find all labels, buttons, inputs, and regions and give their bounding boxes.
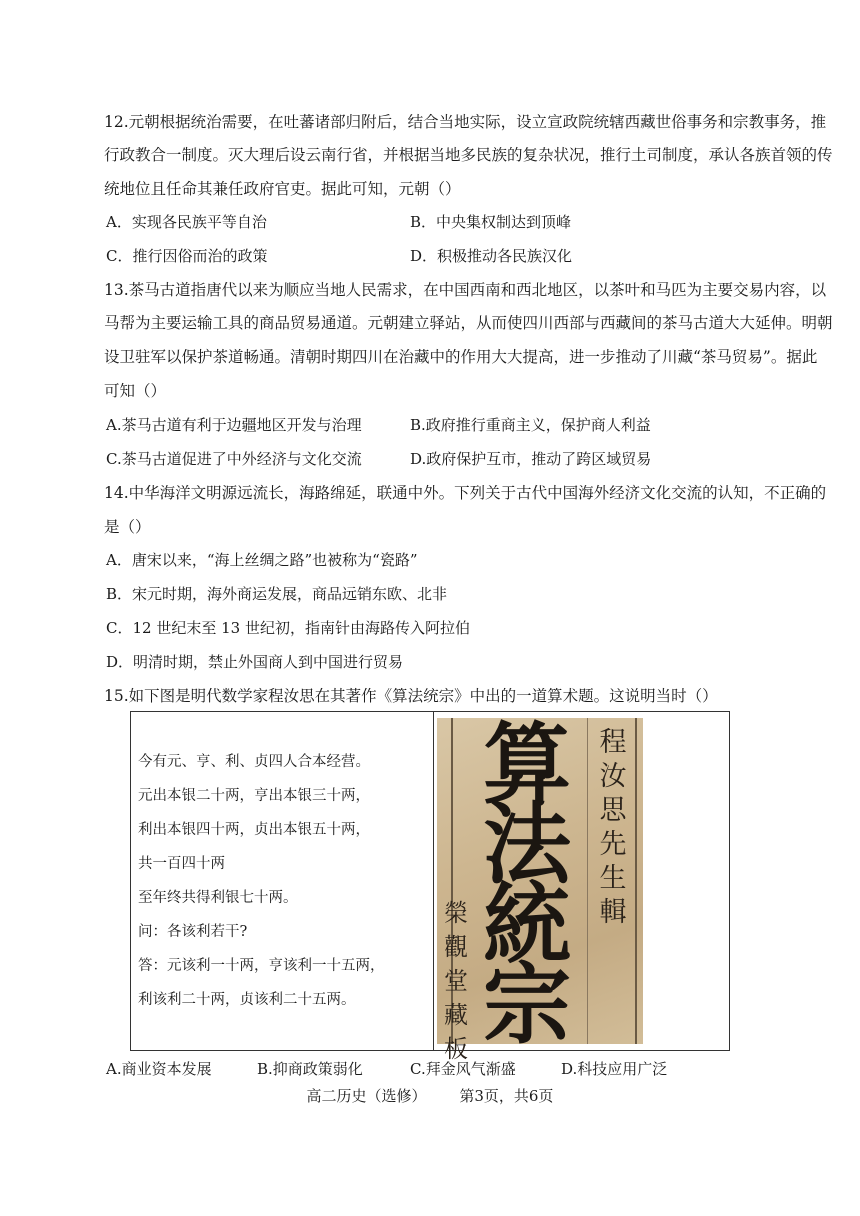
- question-12-option-a[interactable]: A．实现各民族平等自治: [106, 213, 267, 231]
- page-footer: [0, 1086, 860, 1106]
- question-15-option-c[interactable]: C.拜金风气渐盛: [410, 1060, 516, 1078]
- question-12-option-d[interactable]: D．积极推动各民族汉化: [410, 247, 573, 265]
- question-13-line-4: 可知（）: [104, 382, 167, 400]
- cover-studio-char-3: 堂: [444, 967, 468, 995]
- cover-title-char-1: 算: [482, 712, 571, 816]
- question-13-line-2: 马帮为主要运输工具的商品贸易通道。元朝建立驿站，从而使四川西部与西藏间的茶马古道大大延伸。明朝: [104, 314, 833, 332]
- question-14-line-2: 是（）: [104, 518, 151, 536]
- cover-studio-char-1: 榮: [444, 899, 468, 927]
- question-13-option-b[interactable]: B.政府推行重商主义，保护商人利益: [410, 416, 651, 434]
- cover-title-char-3: 統: [482, 872, 571, 976]
- cover-column-divider: [587, 718, 588, 1044]
- cover-border-right: [635, 718, 637, 1044]
- problem-line-3: 利出本银四十两，贞出本银五十两，: [138, 822, 370, 838]
- cover-studio-char-5: 板: [444, 1035, 468, 1063]
- book-cover-image: [437, 712, 643, 1063]
- cover-studio-char-2: 觀: [444, 933, 468, 961]
- cover-author: [593, 726, 633, 930]
- question-12-option-c[interactable]: C．推行因俗而治的政策: [106, 247, 268, 265]
- question-14-option-d[interactable]: D．明清时期，禁止外国商人到中国进行贸易: [106, 653, 404, 671]
- cover-author-char-3: 思: [599, 795, 627, 826]
- question-13-option-d[interactable]: D.政府保护互市，推动了跨区域贸易: [410, 450, 652, 468]
- problem-line-6: 问：各该利若干?: [138, 924, 248, 940]
- question-14-option-a[interactable]: A．唐宋以来，“海上丝绸之路”也被称为“瓷路”: [106, 551, 418, 569]
- problem-line-5: 至年终共得利银七十两。: [138, 890, 298, 906]
- cover-title-char-4: 宗: [482, 952, 571, 1056]
- question-15-option-b[interactable]: B.抑商政策弱化: [257, 1060, 363, 1078]
- problem-line-1: 今有元、亨、利、贞四人合本经营。: [138, 754, 370, 770]
- question-15-option-d[interactable]: D.科技应用广泛: [561, 1060, 668, 1078]
- question-12-line-1: 12.元朝根据统治需要，在吐蕃诸部归附后，结合当地实际，设立宣政院统辖西藏世俗事务和宗教事务，推: [104, 113, 827, 131]
- cover-studio: [437, 896, 475, 1066]
- cover-author-char-5: 生: [599, 863, 627, 894]
- question-13-line-1: 13.茶马古道指唐代以来为顺应当地人民需求，在中国西南和西北地区，以茶叶和马匹为主要交易内容，以: [104, 281, 827, 299]
- question-15-option-a[interactable]: A.商业资本发展: [106, 1060, 212, 1078]
- footer-subject: 高二历史（选修）: [306, 1087, 427, 1105]
- question-14-option-b[interactable]: B．宋元时期，海外商运发展，商品远销东欧、北非: [106, 585, 448, 603]
- question-12-option-b[interactable]: B．中央集权制达到顶峰: [410, 213, 572, 231]
- question-12-line-3: 统地位且任命其兼任政府官吏。据此可知，元朝（）: [104, 180, 461, 198]
- cover-author-char-2: 汝: [599, 761, 627, 792]
- problem-line-4: 共一百四十两: [138, 856, 225, 872]
- question-13-option-a[interactable]: A.茶马古道有利于边疆地区开发与治理: [106, 416, 362, 434]
- question-12-line-2: 行政教合一制度。灭大理后设云南行省，并根据当地多民族的复杂状况，推行土司制度，承认各族首领的传: [104, 146, 833, 164]
- cover-author-char-4: 先: [599, 829, 627, 860]
- question-13-option-c[interactable]: C.茶马古道促进了中外经济与文化交流: [106, 450, 362, 468]
- figure-divider: [433, 712, 434, 1050]
- problem-line-2: 元出本银二十两，亨出本银三十两，: [138, 788, 370, 804]
- cover-author-char-6: 輯: [599, 897, 627, 928]
- question-15-figure: [130, 711, 730, 1063]
- question-14-option-c[interactable]: C．12 世纪末至 13 世纪初，指南针由海路传入阿拉伯: [106, 619, 470, 637]
- cover-title: [467, 712, 587, 1056]
- cover-title-char-2: 法: [482, 792, 571, 896]
- cover-author-char-1: 程: [599, 727, 627, 758]
- question-15-line-1: 15.如下图是明代数学家程汝思在其著作《算法统宗》中出的一道算术题。这说明当时（）: [104, 687, 718, 705]
- footer-page-number: 第3页，共6页: [459, 1087, 554, 1105]
- problem-line-8: 利该利二十两，贞该利二十五两。: [138, 992, 356, 1008]
- question-13-line-3: 设卫驻军以保护茶道畅通。清朝时期四川在治藏中的作用大大提高，进一步推动了川藏“茶马贸易”。据此: [104, 348, 818, 366]
- question-14-line-1: 14.中华海洋文明源远流长，海路绵延，联通中外。下列关于古代中国海外经济文化交流的认知，不正确的: [104, 484, 827, 502]
- arithmetic-problem-text: [138, 752, 428, 1024]
- problem-line-7: 答：元该利一十两，亨该利一十五两，: [138, 958, 385, 974]
- cover-studio-char-4: 藏: [444, 1001, 468, 1029]
